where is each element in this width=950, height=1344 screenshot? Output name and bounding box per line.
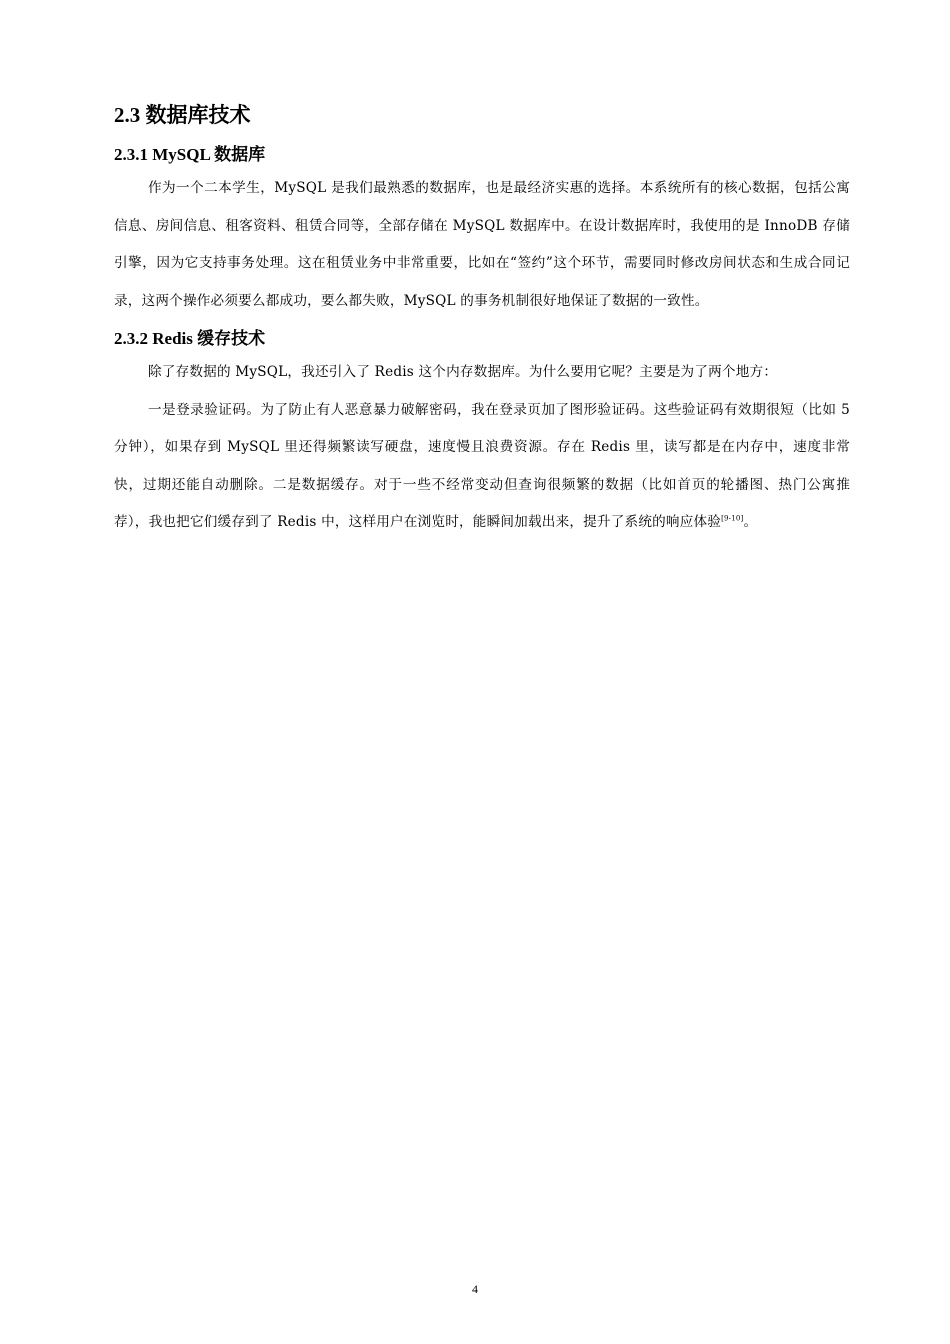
citation-reference: [9-10] (721, 514, 744, 523)
section-heading: 2.3 数据库技术 (114, 103, 251, 127)
paragraph-redis-intro: 除了存数据的 MySQL，我还引入了 Redis 这个内存数据库。为什么要用它呢？主要是为了两个地方： (148, 364, 778, 380)
page-content (114, 98, 850, 548)
subsection-redis (114, 326, 850, 542)
paragraph-mysql: 作为一个二本学生，MySQL 是我们最熟悉的数据库，也是最经济实惠的选择。本系统所有的核心数据，包括公寓信息、房间信息、租客资料、租赁合同等，全部存储在 MySQL 数据库中。在设计数据库时，我使用的是 InnoDB 存储引擎，因为它支持事务处理。这在租赁业务中非常重要，比如在“签约”这个环节，需要同时修改房间状态和生成合同记录，这两个操作必须要么都成功，要么都失败，MySQL 的事务机制很好地保证了数据的一致性。 (114, 180, 850, 309)
subsection-heading-redis: 2.3.2 Redis 缓存技术 (114, 329, 266, 348)
paragraph-ending-punctuation: 。 (743, 514, 758, 530)
subsection-mysql (114, 142, 850, 320)
paragraph-redis-uses (114, 392, 850, 542)
page-number: 4 (472, 1282, 478, 1296)
paragraph-redis-uses-text: 一是登录验证码。为了防止有人恶意暴力破解密码，我在登录页加了图形验证码。这些验证码有效期很短（比如 5 分钟），如果存到 MySQL 里还得频繁读写硬盘，速度慢且浪费资源。存在 Redis 里，读写都是在内存中，速度非常快，过期还能自动删除。二是数据缓存。对于一些不经常变动但查询很频繁的数据（比如首页的轮播图、热门公寓推荐），我也把它们缓存到了 Redis 中，这样用户在浏览时，能瞬间加载出来，提升了系统的响应体验 (114, 401, 850, 530)
subsection-heading-mysql: 2.3.1 MySQL 数据库 (114, 145, 266, 164)
